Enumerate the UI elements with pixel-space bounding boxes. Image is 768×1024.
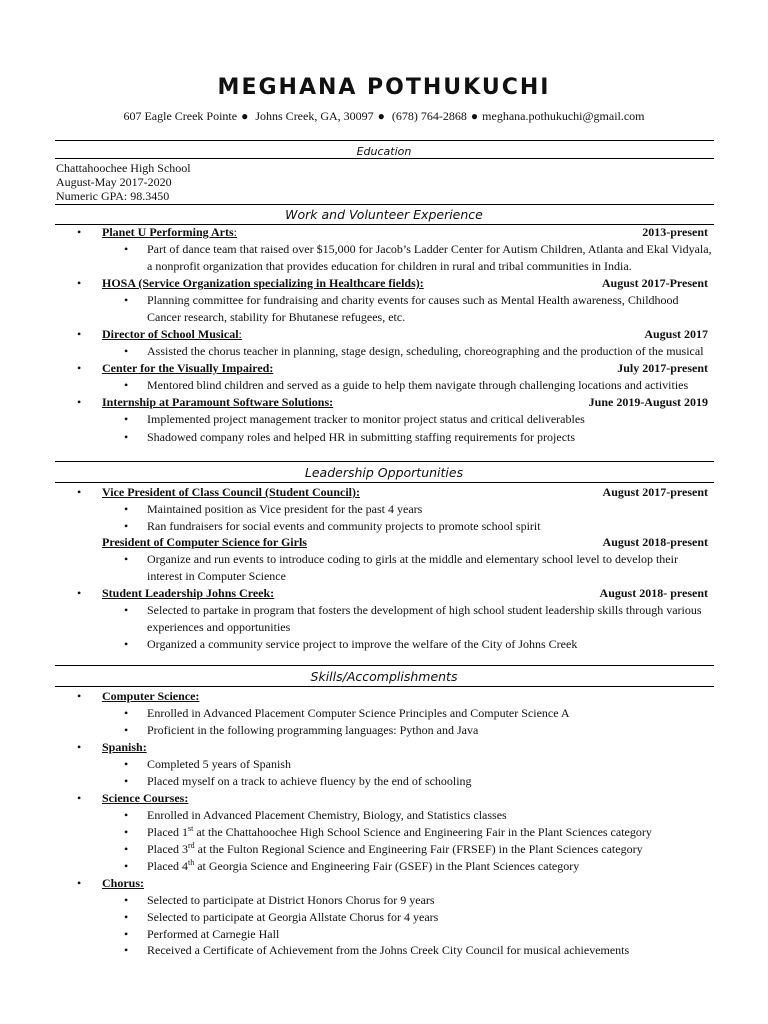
entry-detail: Implemented project management tracker to monitor project status and critical deliverables [147,412,585,426]
bullet-icon: • [124,842,129,856]
bullet-icon: • [77,361,82,375]
entry-date: June 2019-August 2019 [588,395,708,409]
entry-detail: Mentored blind children and served as a guide to help them navigate through challenging locations and activities [147,378,689,392]
entry-title: Computer Science: [102,689,200,703]
entry-detail: Proficient in the following programming languages: Python and Java [147,723,479,737]
section-rule [55,158,714,159]
entry-title: Chorus: [102,876,145,890]
bullet-icon: • [124,927,129,941]
entry-detail: Completed 5 years of Spanish [147,757,291,771]
entry-date: August 2017-present [602,485,708,499]
entry-date: August 2018-present [602,535,708,549]
section-title-leadership: Leadership Opportunities [304,465,464,480]
separator-dot: ● [470,109,479,123]
section-rule [55,461,714,462]
bullet-icon: • [124,723,129,737]
entry-detail: Performed at Carnegie Hall [147,927,280,941]
entry-detail: Planning committee for fundraising and charity events for causes such as Mental Health awareness, Childhood Cancer research, stability for Bhutanese refugees, etc. [147,293,679,324]
separator-dot: ● [377,109,385,123]
entry-detail: Selected to partake in program that fosters the development of high school student leadership skills through various experiences and opportunities [147,603,702,634]
entry-title: Spanish: [102,740,147,754]
bullet-icon: • [77,327,82,341]
entry-detail: Organized a community service project to improve the welfare of the City of Johns Creek [147,637,578,651]
education-line: August-May 2017-2020 [56,175,172,189]
entry-title: Student Leadership Johns Creek: [102,586,275,600]
entry-detail: Enrolled in Advanced Placement Chemistry, Biology, and Statistics classes [147,808,507,822]
bullet-icon: • [77,276,82,290]
entry-detail: Placed 1st at the Chattahoochee High School Science and Engineering Fair in the Plant Sciences category [147,824,652,839]
address: 607 Eagle Creek Pointe [123,109,238,123]
section-rule [55,204,714,205]
entry-title: Science Courses: [102,791,189,805]
entry-date: July 2017-present [617,361,708,375]
bullet-icon: • [124,242,129,256]
bullet-icon: • [124,808,129,822]
city: Johns Creek, GA, 30097 [255,109,374,123]
bullet-icon: • [77,740,82,754]
contact-line [0,109,768,124]
separator-dot: ● [241,109,249,123]
bullet-icon: • [124,344,129,358]
bullet-icon: • [124,774,129,788]
entry-date: August 2017-Present [601,276,708,290]
entry-detail: Received a Certificate of Achievement from the Johns Creek City Council for musical achievements [147,943,630,957]
candidate-name: MEGHANA POTHUKUCHI [217,75,551,100]
entry-detail: Placed 3rd at the Fulton Regional Science and Engineering Fair (FRSEF) in the Plant Sciences category [147,841,643,856]
section-rule [55,482,714,483]
section-rule [55,665,714,666]
bullet-icon: • [77,586,82,600]
bullet-icon: • [77,225,82,239]
bullet-icon: • [77,485,82,499]
entry-detail: Enrolled in Advanced Placement Computer Science Principles and Computer Science A [147,706,570,720]
entry-title: Internship at Paramount Software Solutions: [102,395,334,409]
bullet-icon: • [124,910,129,924]
bullet-icon: • [124,859,129,873]
bullet-icon: • [124,552,129,566]
entry-detail: Part of dance team that raised over $15,000 for Jacob’s Ladder Center for Autism Children, Atlanta and Ekal Vidyala, a nonprofit organization that provides education for children in rural and tribal communities in India. [147,242,712,273]
email-link[interactable]: meghana.pothukuchi@gmail.com [482,109,645,123]
bullet-icon: • [77,791,82,805]
entry-title: Center for the Visually Impaired: [102,361,274,375]
entry-title: Vice President of Class Council (Student Council): [102,485,360,499]
entry-detail: Shadowed company roles and helped HR in submitting staffing requirements for projects [147,430,576,444]
entry-detail: Maintained position as Vice president for the past 4 years [147,502,423,516]
entry-detail: Organize and run events to introduce coding to girls at the middle and elementary school level to develop their interest in Computer Science [147,552,678,583]
section-title-skills: Skills/Accomplishments [310,669,458,684]
bullet-icon: • [124,757,129,771]
bullet-icon: • [124,603,129,617]
phone: (678) 764-2868 [391,109,467,123]
bullet-icon: • [124,412,129,426]
bullet-icon: • [124,378,129,392]
entry-title: Director of School Musical: [102,327,242,341]
bullet-icon: • [77,876,82,890]
entry-detail: Placed 4th at Georgia Science and Engineering Fair (GSEF) in the Plant Sciences category [147,858,580,873]
bullet-icon: • [124,706,129,720]
bullet-icon: • [124,637,129,651]
education-line: Numeric GPA: 98.3450 [56,189,170,203]
entry-detail: Assisted the chorus teacher in planning, stage design, scheduling, choreographing and the production of the musical [147,344,704,358]
entry-date: August 2018- present [599,586,708,600]
section-rule [55,140,714,141]
bullet-icon: • [77,395,82,409]
entry-title: HOSA (Service Organization specializing in Healthcare fields): [102,276,424,290]
bullet-icon: • [124,519,129,533]
entry-date: August 2017 [644,327,708,341]
bullet-icon: • [124,293,129,307]
entry-title: President of Computer Science for Girls [102,535,307,549]
education-line: Chattahoochee High School [56,161,191,175]
entry-detail: Selected to participate at Georgia Allstate Chorus for 4 years [147,910,439,924]
entry-detail: Placed myself on a track to achieve fluency by the end of schooling [147,774,472,788]
bullet-icon: • [77,689,82,703]
section-rule [55,686,714,687]
section-title-work: Work and Volunteer Experience [285,207,483,222]
entry-detail: Ran fundraisers for social events and community projects to promote school spirit [147,519,541,533]
entry-detail: Selected to participate at District Honors Chorus for 9 years [147,893,435,907]
bullet-icon: • [124,430,129,444]
bullet-icon: • [124,502,129,516]
section-title-education: Education [356,145,412,158]
entry-date: 2013-present [642,225,708,239]
bullet-icon: • [124,825,129,839]
bullet-icon: • [124,893,129,907]
bullet-icon: • [124,943,129,957]
entry-title: Planet U Performing Arts: [102,225,237,239]
